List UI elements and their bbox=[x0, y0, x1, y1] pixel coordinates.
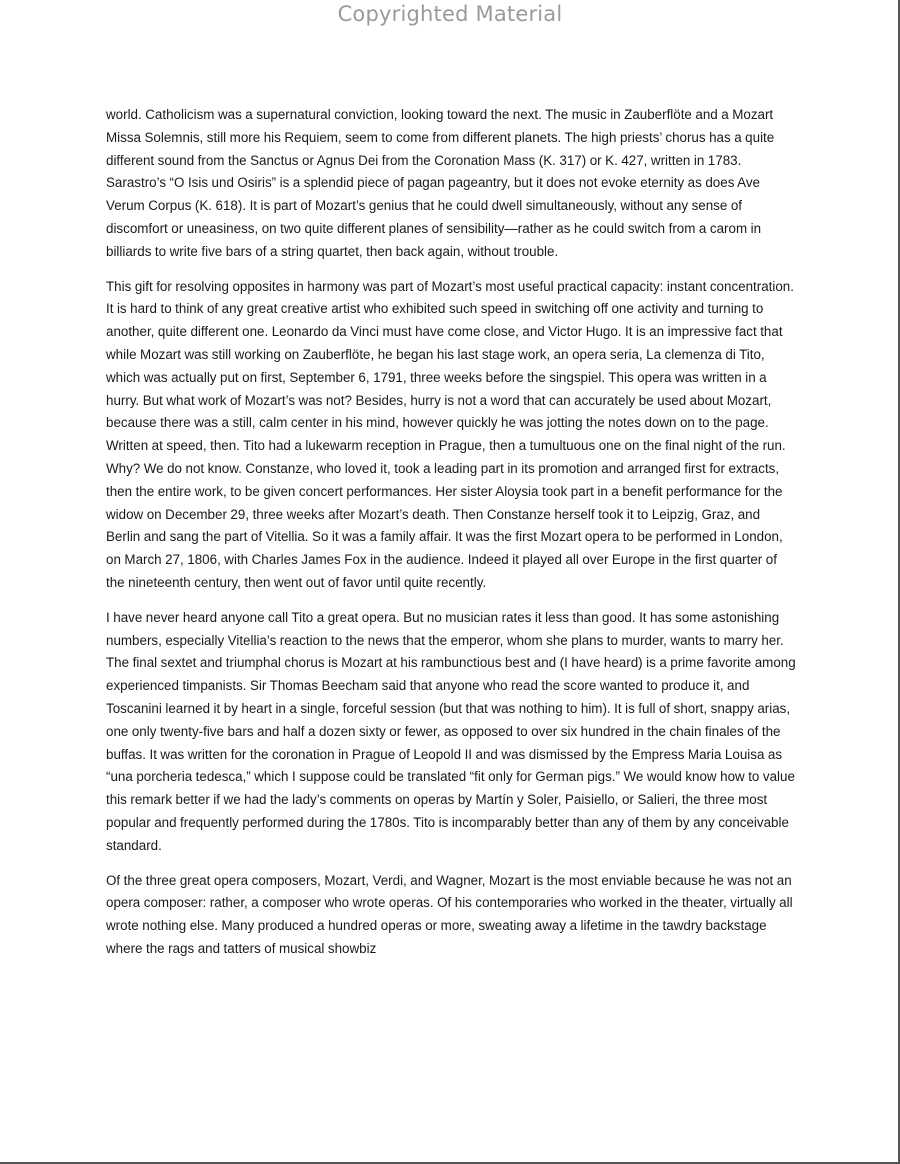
paragraph-1: world. Catholicism was a supernatural conviction, looking toward the next. The music in Zauberflöte and a Mozart Missa Solemnis, still more his Requiem, seem to come from different planets. The high priests’ chorus has a quite different sound from the Sanctus or Agnus Dei from the Coronation Mass (K. 317) or K. 427, written in 1783. Sarastro’s “O Isis und Osiris” is a splendid piece of pagan pageantry, but it does not evoke eternity as does Ave Verum Corpus (K. 618). It is part of Mozart’s genius that he could dwell simultaneously, without any sense of discomfort or uneasiness, on two quite different planes of sensibility—rather as he could switch from a carom in billiards to write five bars of a string quartet, then back again, without trouble. bbox=[106, 107, 775, 259]
paragraph-4: Of the three great opera composers, Mozart, Verdi, and Wagner, Mozart is the most enviable because he was not an opera composer: rather, a composer who wrote operas. Of his contemporaries who worked in the theater, virtually all wrote nothing else. Many produced a hundred operas or more, sweating away a lifetime in the tawdry backstage where the rags and tatters of musical showbiz bbox=[106, 872, 793, 956]
paragraph-3: I have never heard anyone call Tito a great opera. But no musician rates it less than good. It has some astonishing numbers, especially Vitellia’s reaction to the news that the emperor, whom she plans to murder, wants to marry her. The final sextet and triumphal chorus is Mozart at his rambunctious best and (I have heard) is a prime favorite among experienced timpanists. Sir Thomas Beecham said that anyone who read the score wanted to produce it, and Toscanini learned it by heart in a single, forceful session (but that was nothing to him). It is full of short, snappy arias, one only twenty-five bars and half a dozen sixty or fewer, as opposed to over six hundred in the chain finales of the buffas. It was written for the coronation in Prague of Leopold II and was dismissed by the Empress Maria Louisa as “una porcheria tedesca,” which I suppose could be translated “fit only for German pigs.” We would know how to value this remark better if we had the lady’s comments on operas by Martín y Soler, Paisiello, or Salieri, the three most popular and frequently performed during the 1780s. Tito is incomparably better than any of them by any conceivable standard. bbox=[106, 609, 796, 853]
paragraph-2: This gift for resolving opposites in harmony was part of Mozart’s most useful practical capacity: instant concentration. It is hard to think of any great creative artist who exhibited such speed in switching off one activity and turning to another, quite different one. Leonardo da Vinci must have come close, and Victor Hugo. It is an impressive fact that while Mozart was still working on Zauberflöte, he began his last stage work, an opera seria, La clemenza di Tito, which was actually put on first, September 6, 1791, three weeks before the singspiel. This opera was written in a hurry. But what work of Mozart’s was not? Besides, hurry is not a word that can accurately be used about Mozart, because there was a still, calm center in his mind, however quickly he was jotting the notes down on to the page. Written at speed, then. Tito had a lukewarm reception in Prague, then a tumultuous one on the final night of the run. Why? We do not know. Constanze, who loved it, took a leading part in its promotion and arranged first for extracts, then the entire work, to be given concert performances. Her sister Aloysia took part in a benefit performance for the widow on December 29, three weeks after Mozart’s death. Then Constanze herself took it to Leipzig, Graz, and Berlin and sang the part of Vitellia. So it was a family affair. It was the first Mozart opera to be performed in London, on March 27, 1806, with Charles James Fox in the audience. Indeed it played all over Europe in the first quarter of the nineteenth century, then went out of favor until quite recently. bbox=[106, 278, 794, 590]
page-body bbox=[106, 104, 796, 973]
copyright-watermark: Copyrighted Material bbox=[337, 2, 563, 26]
